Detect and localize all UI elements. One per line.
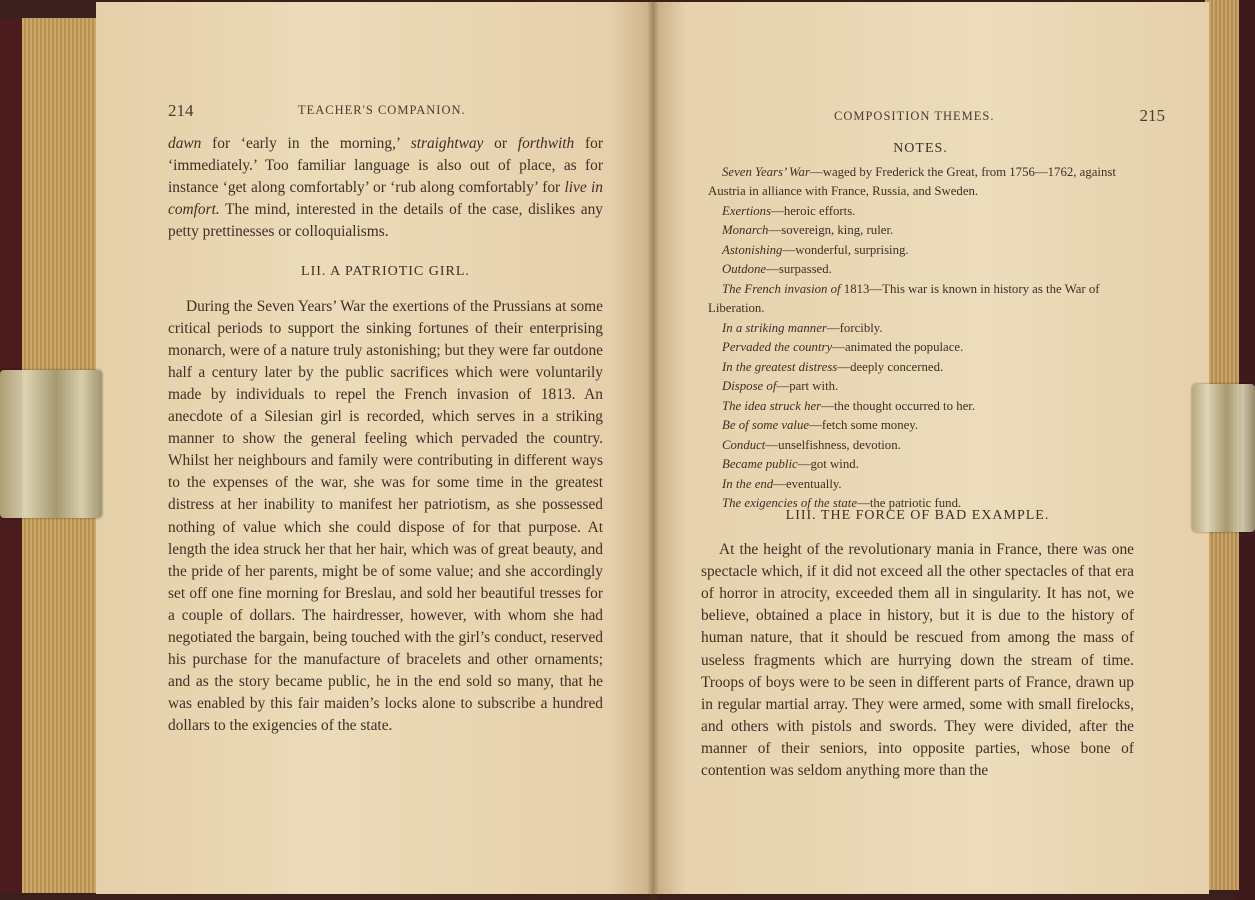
note-item xyxy=(708,163,1133,202)
glass-page-weight-right xyxy=(1192,384,1255,532)
note-item xyxy=(708,358,1133,378)
note-gloss: —part with. xyxy=(776,379,839,393)
section-title-lii: LII. A PATRIOTIC GIRL. xyxy=(301,264,470,280)
book-gutter xyxy=(647,0,659,900)
note-item xyxy=(708,280,1133,319)
note-item xyxy=(708,221,1133,241)
note-term: In a striking manner xyxy=(722,320,827,335)
note-gloss: —waged by Frederick the Great, from 1756—1762, against Austria in alliance with France, Russia, and Sweden. xyxy=(708,164,1116,198)
continuation-paragraph: dawn for ‘early in the morning,’ straightway or forthwith for ‘immediately.’ Too familiar language is also out of place, as for instance ‘get along comfortably’ or ‘rub along comfortably’ for live in comfort. The mind, interested in the details of the case, dislikes any petty prettinesses or colloquialisms. xyxy=(168,135,603,241)
notes-list xyxy=(708,163,1133,514)
note-term: Became public xyxy=(722,457,798,471)
note-term: Outdone xyxy=(722,262,767,276)
note-item xyxy=(708,319,1133,339)
note-gloss: —animated the populace. xyxy=(832,340,964,354)
note-term: Be of some value xyxy=(722,418,810,432)
notes-title: NOTES. xyxy=(893,141,948,156)
note-gloss: —wonderful, surprising. xyxy=(782,242,909,257)
note-gloss: —unselfishness, devotion. xyxy=(765,437,901,452)
note-term: Monarch xyxy=(722,223,769,237)
section-title-liii: LIII. THE FORCE OF BAD EXAMPLE. xyxy=(785,508,1050,523)
page-number-left: 214 xyxy=(168,101,194,120)
note-gloss: —fetch some money. xyxy=(809,418,919,432)
note-item xyxy=(708,397,1133,417)
note-gloss: —the patriotic fund. xyxy=(857,496,962,510)
note-item xyxy=(708,377,1133,397)
note-gloss: —sovereign, king, ruler. xyxy=(768,223,894,237)
note-term: Dispose of xyxy=(722,379,777,393)
running-head-right xyxy=(653,103,1209,129)
note-term: Pervaded the country xyxy=(722,340,833,354)
note-gloss: 1813—This war is known in history as the War of Liberation. xyxy=(708,281,1100,315)
note-term: The French invasion of xyxy=(722,281,841,296)
note-gloss: —surpassed. xyxy=(766,262,832,276)
note-gloss: —the thought occurred to her. xyxy=(821,398,976,413)
note-item xyxy=(708,241,1133,261)
note-gloss: —eventually. xyxy=(773,476,842,491)
note-item xyxy=(708,475,1133,495)
section-liii-text: At the height of the revolutionary mania in France, there was one spectacle which, if it did not exceed all the other spectacles of that era of horror in atrocity, exceeded them all in singularity. It has not, we believe, obtained a place in history, but it is due to the history of human nature, that it should be rescued from among the mass of useless fragments which are hurrying down the stream of time. Troops of boys were to be seen in different parts of France, drawn up in regular martial array. They were armed, some with small firelocks, and others with pistols and swords. They were divided, after the manner of their seniors, into opposite parties, whose bone of contention was seldom anything more than the xyxy=(701,541,1134,780)
note-term: In the end xyxy=(722,476,774,491)
note-term: Astonishing xyxy=(722,242,783,257)
right-page xyxy=(653,2,1209,894)
note-item xyxy=(708,338,1133,358)
glass-page-weight-left xyxy=(0,370,102,518)
note-item xyxy=(708,416,1133,436)
page-number-right: 215 xyxy=(1139,106,1165,125)
note-gloss: —forcibly. xyxy=(826,320,883,335)
note-item xyxy=(708,436,1133,456)
note-gloss: —got wind. xyxy=(797,457,859,471)
note-item xyxy=(708,202,1133,222)
note-term: In the greatest distress xyxy=(722,359,838,374)
running-head-left xyxy=(96,103,653,129)
left-page-body xyxy=(168,133,603,737)
left-page xyxy=(96,2,653,894)
note-term: Exertions xyxy=(722,203,772,218)
note-term: Seven Years’ War xyxy=(722,164,810,179)
note-item xyxy=(708,455,1133,475)
running-head-title-left: TEACHER'S COMPANION. xyxy=(298,103,466,117)
running-head-title-right: COMPOSITION THEMES. xyxy=(834,109,995,123)
note-item xyxy=(708,260,1133,280)
notes-block xyxy=(708,139,1133,514)
note-gloss: —heroic efforts. xyxy=(771,203,856,218)
right-page-body xyxy=(701,505,1134,782)
note-term: Conduct xyxy=(722,437,766,452)
note-term: The exigencies of the state xyxy=(722,496,858,510)
section-lii-text: During the Seven Years’ War the exertions of the Prussians at some critical periods to support the sinking fortunes of their enterprising monarch, were of a nature truly astonishing; but they were far outdone half a century later by the public sacrifices which were voluntarily made by individuals to repel the French invasion of 1813. An anecdote of a Silesian girl is recorded, which serves in a striking manner to show the general feeling which pervaded the country. Whilst her neighbours and family were contributing in different ways to the expenses of the war, she was for some time in the greatest distress at her inability to manifest her patriotism, as she possessed nothing of value which she could dispose of for that purpose. At length the idea struck her that her hair, which was of great beauty, and the pride of her parents, might be of some value; and she accordingly set off one fine morning for Breslau, and sold her beautiful tresses for a couple of dollars. The hairdresser, however, with whom she had negotiated the bargain, being touched with the girl’s conduct, reserved his purchase for the manufacture of bracelets and other ornaments; and as the story became public, he in the end sold so many, that he was enabled by this fair maiden’s locks alone to subscribe a hundred dollars to the exigencies of the state. xyxy=(168,297,603,735)
note-gloss: —deeply concerned. xyxy=(837,359,944,374)
note-term: The idea struck her xyxy=(722,398,822,413)
